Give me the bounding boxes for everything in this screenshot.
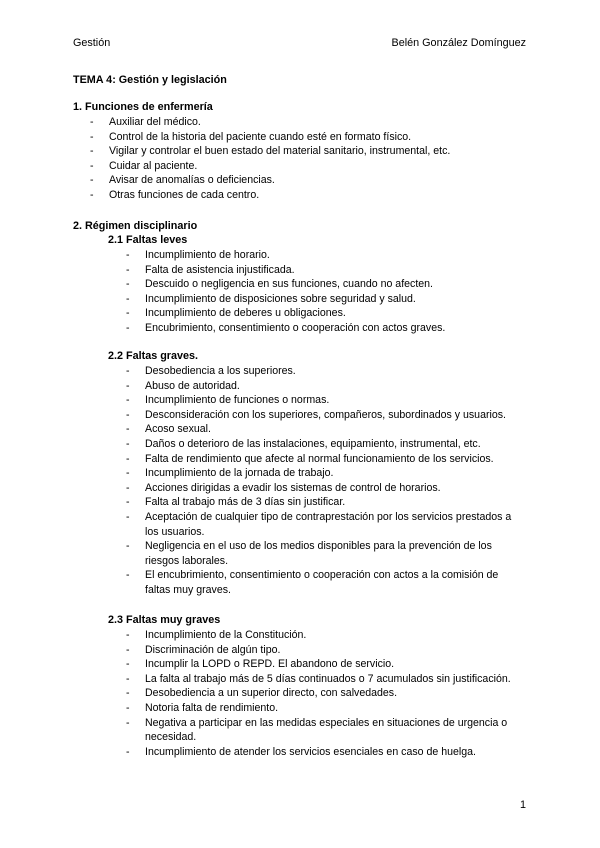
bullet-dash: - (126, 716, 130, 729)
list-item-text: Incumplimiento de funciones o normas. (145, 394, 330, 407)
section-2-heading: 2. Régimen disciplinario (73, 220, 198, 232)
list-item-text: Incumplimiento de disposiciones sobre seguridad y salud. (145, 292, 416, 305)
page-number: 1 (519, 799, 526, 811)
list-item-text: Desconsideración con los superiores, compañeros, subordinados y usuarios. (145, 408, 506, 421)
bullet-dash: - (90, 145, 94, 158)
header-subject: Gestión (73, 37, 111, 49)
bullet-dash: - (90, 130, 94, 143)
bullet-dash: - (126, 307, 130, 320)
list-item (126, 263, 521, 278)
list-item (126, 393, 521, 408)
list-item (126, 510, 521, 539)
list-item (126, 657, 521, 672)
bullet-dash: - (126, 467, 130, 480)
bullet-dash: - (126, 658, 130, 671)
list-item (126, 452, 521, 467)
list-item-text: Incumplimiento de atender los servicios esenciales en caso de huelga. (145, 745, 476, 758)
list-item (126, 364, 521, 379)
list-item-text: Acoso sexual. (145, 423, 211, 436)
section-1-heading: 1. Funciones de enfermería (73, 101, 213, 113)
bullet-dash: - (126, 408, 130, 421)
list-item-text: Descuido o negligencia en sus funciones, cuando no afecten. (145, 278, 433, 291)
bullet-dash: - (126, 423, 130, 436)
list-item (90, 159, 485, 174)
bullet-dash: - (90, 116, 94, 128)
bullet-dash: - (126, 452, 130, 465)
list-item-text: Desobediencia a los superiores. (145, 365, 296, 377)
list-item-text: Falta al trabajo más de 3 días sin justificar. (145, 496, 346, 509)
list-item-text: Negligencia en el uso de los medios disponibles para la prevención de los riesgos laborales. (145, 540, 492, 567)
list-item-text: Incumplimiento de horario. (145, 249, 270, 261)
list-item (90, 144, 485, 159)
bullet-dash: - (90, 174, 94, 187)
bullet-dash: - (126, 278, 130, 291)
list-item-text: Abuso de autoridad. (145, 379, 240, 392)
bullet-dash: - (126, 292, 130, 305)
list-item-text: Cuidar al paciente. (109, 159, 198, 172)
list-item (90, 173, 485, 188)
header-author: Belén González Domínguez (391, 37, 526, 49)
bullet-dash: - (126, 437, 130, 450)
list-item (126, 437, 521, 452)
list-item (90, 130, 485, 145)
list-item-text: La falta al trabajo más de 5 días continuados o 7 acumulados sin justificación. (145, 672, 511, 685)
list-item (126, 408, 521, 423)
faltas-graves-list (126, 364, 521, 598)
bullet-dash: - (90, 188, 94, 201)
list-item (126, 716, 521, 745)
list-item (126, 466, 521, 481)
list-item-text: Incumplimiento de deberes u obligaciones. (145, 307, 346, 320)
list-item-text: Falta de asistencia injustificada. (145, 263, 295, 276)
faltas-muy-graves-heading: 2.3 Faltas muy graves (108, 614, 221, 626)
bullet-dash: - (126, 701, 130, 714)
bullet-dash: - (126, 481, 130, 494)
bullet-dash: - (126, 569, 130, 582)
bullet-dash: - (126, 321, 130, 334)
bullet-dash: - (126, 263, 130, 276)
list-item (126, 248, 521, 263)
list-item (126, 628, 521, 643)
list-item (126, 539, 521, 568)
list-item (126, 686, 521, 701)
list-item (126, 422, 521, 437)
list-item-text: Incumplimiento de la Constitución. (145, 629, 307, 641)
list-item-text: Acciones dirigidas a evadir los sistemas de control de horarios. (145, 481, 441, 494)
list-item-text: Incumplir la LOPD o REPD. El abandono de servicio. (145, 658, 395, 671)
list-item-text: Avisar de anomalías o deficiencias. (109, 174, 275, 187)
faltas-leves-list (126, 248, 521, 336)
list-item-text: Negativa a participar en las medidas especiales en situaciones de urgencia o necesidad. (145, 716, 508, 744)
document-title: TEMA 4: Gestión y legislación (73, 74, 227, 86)
list-item (90, 115, 485, 130)
list-item (126, 495, 521, 510)
list-item-text: Encubrimiento, consentimiento o cooperación con actos graves. (145, 321, 446, 334)
list-item (126, 481, 521, 496)
faltas-graves-heading: 2.2 Faltas graves. (108, 350, 199, 362)
list-item (126, 277, 521, 292)
bullet-dash: - (126, 540, 130, 553)
bullet-dash: - (126, 394, 130, 407)
list-item (126, 701, 521, 716)
faltas-leves-heading: 2.1 Faltas leves (108, 234, 188, 246)
list-item-text: Desobediencia a un superior directo, con salvedades. (145, 687, 398, 700)
bullet-dash: - (126, 249, 130, 261)
list-item (126, 379, 521, 394)
list-item-text: Otras funciones de cada centro. (109, 188, 260, 201)
list-item-text: El encubrimiento, consentimiento o cooperación con actos a la comisión de faltas muy graves. (145, 569, 499, 596)
list-item (126, 672, 521, 687)
list-item (126, 306, 521, 321)
bullet-dash: - (126, 687, 130, 700)
bullet-dash: - (126, 496, 130, 509)
list-item (126, 321, 521, 336)
section-1-list (90, 115, 485, 203)
list-item-text: Notoria falta de rendimiento. (145, 701, 279, 714)
bullet-dash: - (126, 510, 130, 523)
list-item-text: Incumplimiento de la jornada de trabajo. (145, 467, 334, 480)
bullet-dash: - (126, 643, 130, 656)
faltas-muy-graves-list (126, 628, 521, 759)
bullet-dash: - (90, 159, 94, 172)
list-item-text: Daños o deterioro de las instalaciones, equipamiento, instrumental, etc. (145, 437, 481, 450)
list-item-text: Aceptación de cualquier tipo de contraprestación por los servicios prestados a los usuarios. (145, 510, 512, 538)
bullet-dash: - (126, 379, 130, 392)
bullet-dash: - (126, 745, 130, 758)
bullet-dash: - (126, 365, 130, 377)
list-item-text: Vigilar y controlar el buen estado del material sanitario, instrumental, etc. (109, 145, 451, 158)
list-item (126, 292, 521, 307)
list-item (126, 643, 521, 658)
list-item-text: Auxiliar del médico. (109, 116, 201, 128)
list-item-text: Discriminación de algún tipo. (145, 643, 281, 656)
bullet-dash: - (126, 672, 130, 685)
bullet-dash: - (126, 629, 130, 641)
list-item (126, 568, 521, 597)
list-item (90, 188, 485, 203)
list-item (126, 745, 521, 760)
list-item-text: Falta de rendimiento que afecte al normal funcionamiento de los servicios. (145, 452, 494, 465)
list-item-text: Control de la historia del paciente cuando esté en formato físico. (109, 130, 412, 143)
